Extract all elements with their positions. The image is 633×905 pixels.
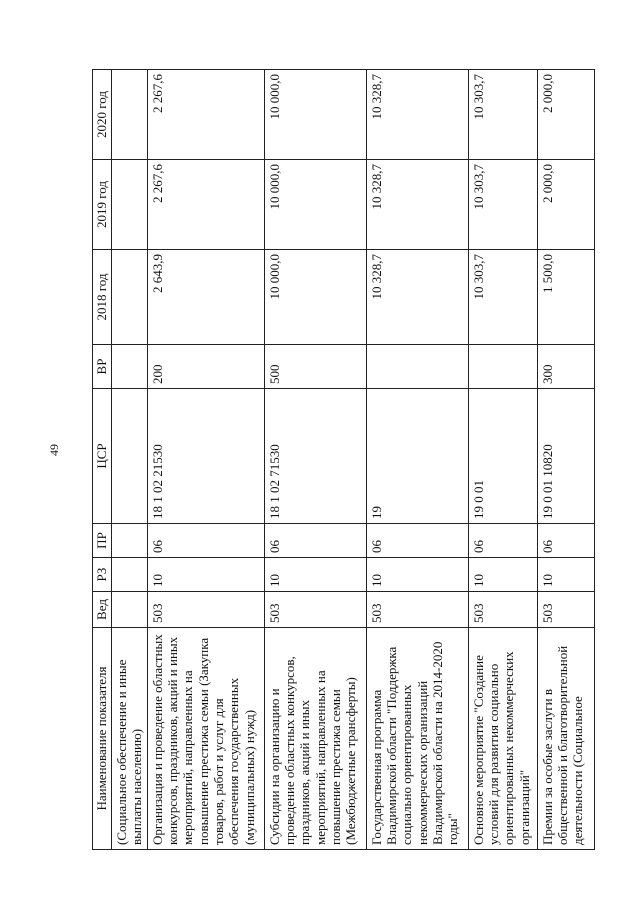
row-rz bbox=[112, 558, 148, 592]
row-2020: 10 328,7 bbox=[366, 70, 468, 160]
row-vr: 300 bbox=[537, 345, 594, 389]
row-ved: 503 bbox=[468, 592, 537, 628]
row-ved: 503 bbox=[366, 592, 468, 628]
row-2020: 2 000,0 bbox=[537, 70, 594, 160]
header-csr: ЦСР bbox=[93, 389, 112, 524]
row-csr: 18 1 02 71530 bbox=[264, 389, 366, 524]
row-2018: 2 643,9 bbox=[147, 250, 264, 345]
table-row bbox=[366, 70, 468, 850]
row-2019: 10 328,7 bbox=[366, 160, 468, 250]
header-2018: 2018 год bbox=[93, 250, 112, 345]
page-number: 49 bbox=[47, 444, 61, 456]
row-csr: 19 bbox=[366, 389, 468, 524]
header-rz: РЗ bbox=[93, 558, 112, 592]
table-row bbox=[537, 70, 594, 850]
row-pr: 06 bbox=[366, 524, 468, 558]
row-2020 bbox=[112, 70, 148, 160]
table-row bbox=[147, 70, 264, 850]
row-vr bbox=[112, 345, 148, 389]
row-2020: 10 000,0 bbox=[264, 70, 366, 160]
header-pr: ПР bbox=[93, 524, 112, 558]
row-ved: 503 bbox=[537, 592, 594, 628]
row-name: Основное мероприятие "Создание условий для развития социально ориентированных некоммерческих организаций" bbox=[468, 628, 537, 850]
row-2018: 10 000,0 bbox=[264, 250, 366, 345]
row-csr bbox=[112, 389, 148, 524]
header-2019: 2019 год bbox=[93, 160, 112, 250]
row-ved: 503 bbox=[264, 592, 366, 628]
table-row bbox=[468, 70, 537, 850]
budget-table bbox=[92, 69, 595, 850]
row-2020: 2 267,6 bbox=[147, 70, 264, 160]
row-name: (Социальное обеспечение и иные выплаты населению) bbox=[112, 628, 148, 850]
table-row bbox=[264, 70, 366, 850]
row-ved: 503 bbox=[147, 592, 264, 628]
row-pr: 06 bbox=[264, 524, 366, 558]
table-header-row bbox=[93, 70, 112, 850]
row-vr: 200 bbox=[147, 345, 264, 389]
row-vr bbox=[366, 345, 468, 389]
table-row bbox=[112, 70, 148, 850]
row-2019 bbox=[112, 160, 148, 250]
row-2018 bbox=[112, 250, 148, 345]
row-vr: 500 bbox=[264, 345, 366, 389]
row-rz: 10 bbox=[537, 558, 594, 592]
header-vr: ВР bbox=[93, 345, 112, 389]
row-csr: 18 1 02 21530 bbox=[147, 389, 264, 524]
row-vr bbox=[468, 345, 537, 389]
row-pr: 06 bbox=[147, 524, 264, 558]
row-2018: 10 303,7 bbox=[468, 250, 537, 345]
row-name: Премии за особые заслуги в общественной и благотворительной деятельности (Социальное bbox=[537, 628, 594, 850]
row-pr: 06 bbox=[468, 524, 537, 558]
row-2018: 1 500,0 bbox=[537, 250, 594, 345]
header-name: Наименование показателя bbox=[93, 628, 112, 850]
row-rz: 10 bbox=[366, 558, 468, 592]
header-2020: 2020 год bbox=[93, 70, 112, 160]
row-2019: 10 303,7 bbox=[468, 160, 537, 250]
row-csr: 19 0 01 bbox=[468, 389, 537, 524]
row-csr: 19 0 01 10820 bbox=[537, 389, 594, 524]
row-pr: 06 bbox=[537, 524, 594, 558]
row-rz: 10 bbox=[264, 558, 366, 592]
row-rz: 10 bbox=[147, 558, 264, 592]
row-name: Субсидии на организацию и проведение областных конкурсов, праздников, акций и иных мероприятий, направленных на повышение престижа семьи (Межбюджетные трансферты) bbox=[264, 628, 366, 850]
row-rz: 10 bbox=[468, 558, 537, 592]
row-pr bbox=[112, 524, 148, 558]
row-2018: 10 328,7 bbox=[366, 250, 468, 345]
row-name: Организация и проведение областных конкурсов, праздников, акций и иных мероприятий, направленных на повышение престижа семьи (Закупка товаров, работ и услуг для обеспечения государственных (муниципальных) нужд) bbox=[147, 628, 264, 850]
row-2019: 2 000,0 bbox=[537, 160, 594, 250]
row-2019: 2 267,6 bbox=[147, 160, 264, 250]
budget-table-container bbox=[92, 70, 627, 850]
row-2020: 10 303,7 bbox=[468, 70, 537, 160]
row-ved bbox=[112, 592, 148, 628]
row-name: Государственная программа Владимирской области "Поддержка социально ориентированных некоммерческих организаций Владимирской области на 2014-2020 годы" bbox=[366, 628, 468, 850]
row-2019: 10 000,0 bbox=[264, 160, 366, 250]
header-ved: Вед bbox=[93, 592, 112, 628]
